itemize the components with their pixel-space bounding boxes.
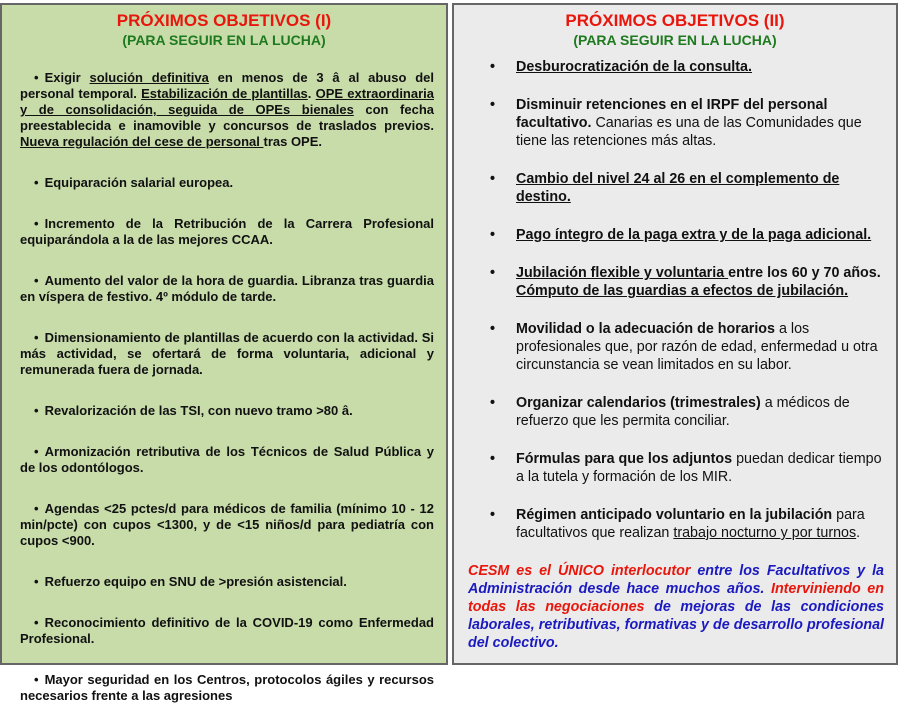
list-item <box>20 216 434 248</box>
list-item <box>20 574 434 590</box>
text-segment: Disminuir retenciones en el IRPF del personal facultativo. <box>516 97 828 131</box>
list-item <box>20 403 434 419</box>
text-segment: . <box>856 525 861 541</box>
text-segment: Dimensionamiento de plantillas de acuerdo con la actividad. Si más actividad, se ofertará de forma voluntaria, adicional y remunerada fuera de jornada. <box>20 330 434 377</box>
list-item-text <box>516 226 884 244</box>
text-segment: Nueva regulación del cese de personal <box>20 134 264 149</box>
bullet-icon: • <box>34 501 39 516</box>
bullet-icon: • <box>34 70 39 85</box>
text-segment: Cómputo de las guardias a efectos de jubilación. <box>516 283 849 299</box>
list-item-text <box>516 320 884 374</box>
text-segment: Desburocratización de la consulta. <box>516 59 752 75</box>
text-segment: tras OPE. <box>263 134 323 149</box>
list-item <box>20 175 434 191</box>
list-item <box>20 615 434 647</box>
panel-title: PRÓXIMOS OBJETIVOS (II) <box>565 11 785 30</box>
bullet-icon: • <box>34 672 39 687</box>
text-segment: Cambio del nivel 24 al 26 en el complemento de destino. <box>516 171 840 205</box>
bullet-icon: • <box>34 444 39 459</box>
list-item <box>490 320 884 374</box>
text-segment: OPE extraordinaria y de consolidación, seguida de OPEs bienales <box>20 86 434 117</box>
bullet-icon: • <box>490 507 496 523</box>
text-segment: . <box>307 86 316 101</box>
text-segment: Pago íntegro de la paga extra y de la paga adicional. <box>516 227 872 243</box>
list-item <box>20 672 434 704</box>
text-segment: Fórmulas para que los adjuntos <box>516 451 733 467</box>
bullet-icon: • <box>490 227 496 243</box>
list-item-text <box>516 96 884 150</box>
text-segment: Agendas <25 pctes/d para médicos de familia (mínimo 10 - 12 min/pcte) con cupos <1300, y de <15 niños/d para pediatría con cupos <900. <box>20 501 434 548</box>
bullet-icon: • <box>490 321 496 337</box>
list-item-text <box>516 506 884 542</box>
text-segment: Equiparación salarial europea. <box>44 175 234 190</box>
bullet-icon: • <box>34 216 39 231</box>
list-item-text <box>516 264 884 300</box>
list-item <box>20 273 434 305</box>
list-item <box>490 96 884 150</box>
text-segment: Interviniendo en todas las negociaciones <box>468 581 884 615</box>
bullet-icon: • <box>34 273 39 288</box>
text-segment: entre los Facultativos y la Administración desde hace muchos años. <box>468 563 884 597</box>
text-segment: Régimen anticipado voluntario en la jubilación <box>516 507 833 523</box>
list-item <box>20 444 434 476</box>
text-segment: Reconocimiento definitivo de la COVID-19 como Enfermedad Profesional. <box>20 615 434 646</box>
bullet-icon: • <box>490 395 496 411</box>
list-item <box>490 264 884 300</box>
bullet-icon: • <box>490 265 496 281</box>
list-item <box>20 330 434 378</box>
list-item-text <box>516 450 884 486</box>
panel-title: PRÓXIMOS OBJETIVOS (I) <box>116 11 332 30</box>
bullet-icon: • <box>34 574 39 589</box>
list-item-text <box>516 170 884 206</box>
text-segment: Aumento del valor de la hora de guardia. Libranza tras guardia en víspera de festivo. 4º módulo de tarde. <box>20 273 434 304</box>
panel-subtitle: (PARA SEGUIR EN LA LUCHA) <box>573 32 777 48</box>
text-segment: Mayor seguridad en los Centros, protocolos ágiles y recursos necesarios frente a las agresiones <box>20 672 434 703</box>
text-segment: CESM es el ÚNICO interlocutor <box>468 563 691 579</box>
list-item <box>490 58 884 76</box>
text-segment: Canarias es una de las Comunidades que tiene las retenciones más altas. <box>516 115 862 149</box>
text-segment: entre los 60 y 70 años. <box>728 265 881 281</box>
objectives-panel-1 <box>0 3 448 703</box>
text-segment: Estabilización de plantillas <box>141 86 308 101</box>
text-segment: de mejoras de las condiciones laborales, retributivas, formativas y de desarrollo profesional del colectivo. <box>468 599 884 651</box>
list-item <box>490 170 884 206</box>
text-segment: a médicos de refuerzo que les permita conciliar. <box>516 395 850 429</box>
list-item-text <box>516 58 884 76</box>
objectives-list <box>2 70 446 704</box>
list-item <box>490 506 884 542</box>
bullet-icon: • <box>490 97 496 113</box>
bullet-icon: • <box>490 171 496 187</box>
objectives-panel-2 <box>452 3 898 665</box>
text-segment: solución definitiva <box>89 70 209 85</box>
text-segment: Refuerzo equipo en SNU de >presión asistencial. <box>44 574 347 589</box>
text-segment: Armonización retributiva de los Técnicos de Salud Pública y de los odontólogos. <box>20 444 434 475</box>
text-segment: Exigir <box>44 70 90 85</box>
bullet-icon: • <box>34 615 39 630</box>
list-item <box>490 226 884 244</box>
bullet-icon: • <box>490 59 496 75</box>
text-segment: Movilidad o la adecuación de horarios <box>516 321 775 337</box>
list-item <box>20 70 434 150</box>
text-segment: a los profesionales que, por razón de edad, enfermedad u otra circunstancia se vean limitados en su labor. <box>516 321 878 373</box>
bullet-icon: • <box>34 175 39 190</box>
list-item <box>490 450 884 486</box>
text-segment: en menos de 3 â al abuso del personal temporal. <box>20 70 435 101</box>
bullet-icon: • <box>490 451 496 467</box>
text-segment: trabajo nocturno y por turnos <box>673 525 857 541</box>
objectives-list <box>454 58 896 542</box>
text-segment: Organizar calendarios (trimestrales) <box>516 395 761 411</box>
text-segment: Jubilación flexible y voluntaria <box>516 265 729 281</box>
panel-subtitle: (PARA SEGUIR EN LA LUCHA) <box>122 32 326 48</box>
bullet-icon: • <box>34 330 39 345</box>
list-item <box>490 394 884 430</box>
text-segment: con fecha preestablecida e inamovible y concursos de traslados previos. <box>20 102 434 133</box>
text-segment: Incremento de la Retribución de la Carrera Profesional equiparándola a la de las mejores CCAA. <box>20 216 434 247</box>
text-segment: puedan dedicar tiempo a la tutela y formación de los MIR. <box>516 451 882 485</box>
cesm-statement <box>468 562 884 652</box>
text-segment: para facultativos que realizan <box>516 507 865 541</box>
text-segment: Revalorización de las TSI, con nuevo tramo >80 â. <box>44 403 353 418</box>
bullet-icon: • <box>34 403 39 418</box>
list-item-text <box>516 394 884 430</box>
list-item <box>20 501 434 549</box>
